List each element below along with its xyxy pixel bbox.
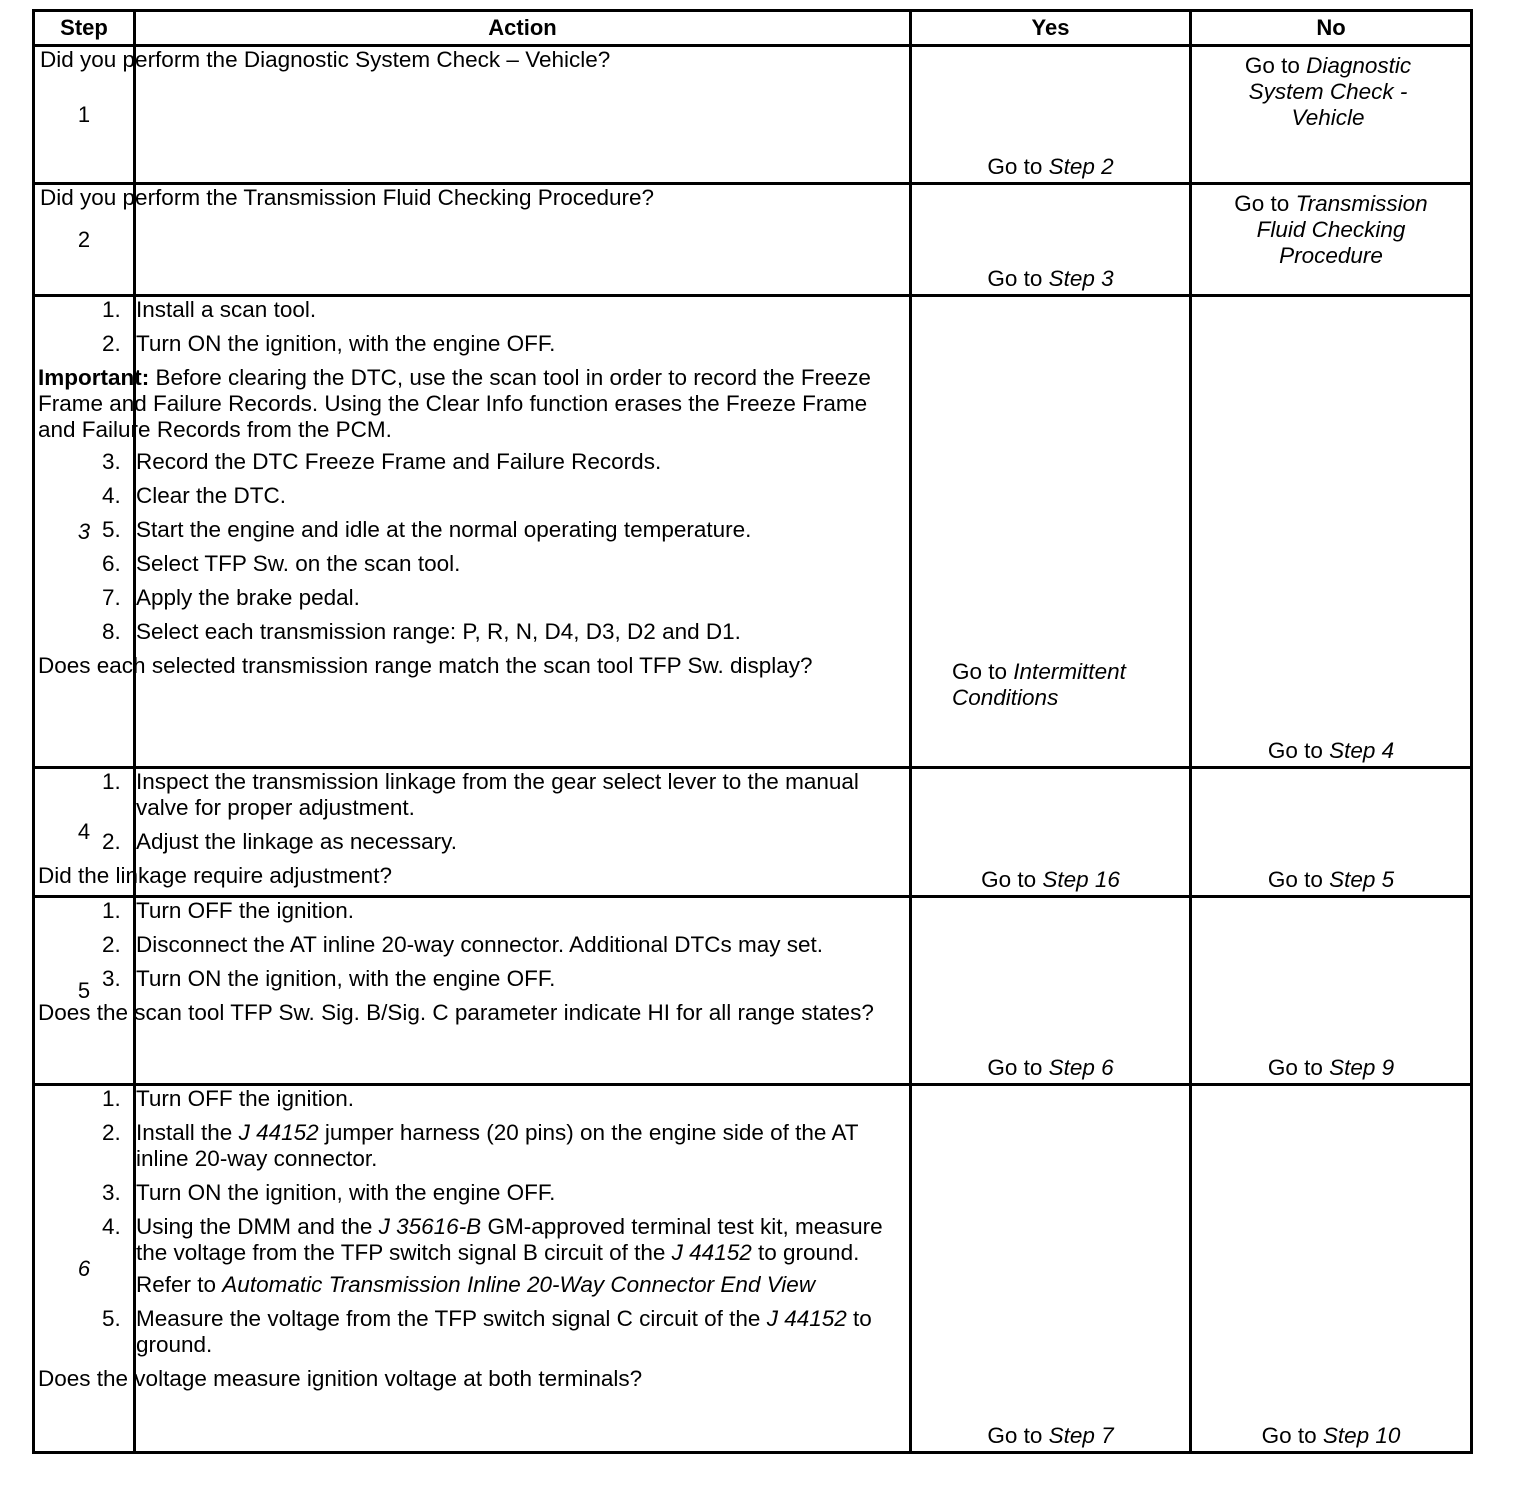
action-cell (40, 184, 911, 296)
item-number: 2. (102, 331, 121, 356)
no-action[interactable] (1192, 185, 1470, 269)
important-note (38, 365, 909, 443)
step-number: 5 (34, 897, 135, 1085)
no-cell (1191, 296, 1472, 768)
item-text: to ground. (136, 1306, 872, 1357)
yes-action[interactable] (912, 1423, 1189, 1449)
tool-reference: J 44152 (671, 1240, 752, 1265)
item-text: Select each transmission range: P, R, N, D4, D3, D2 and D1. (136, 619, 741, 644)
item-text: to ground. (751, 1240, 860, 1265)
item-number: 4. (102, 1214, 121, 1239)
go-to-text: Go to (987, 154, 1049, 179)
item-number: 5. (102, 1306, 121, 1331)
procedure-link[interactable]: Intermittent Conditions (952, 659, 1126, 710)
diagnostic-table (32, 9, 1473, 1454)
item-text: Install a scan tool. (136, 297, 317, 322)
item-text: Apply the brake pedal. (136, 585, 360, 610)
step-link[interactable]: Step 7 (1048, 1423, 1114, 1448)
item-text: Install the (136, 1120, 239, 1145)
step-link[interactable]: Step 2 (1048, 154, 1114, 179)
go-to-text: Go to (1234, 191, 1296, 216)
go-to-text: Go to (952, 659, 1014, 684)
list-item (78, 331, 909, 357)
question-text: Does the voltage measure ignition voltage at both terminals? (38, 1366, 643, 1391)
item-number: 1. (102, 898, 121, 923)
header-yes: Yes (911, 11, 1191, 46)
item-number: 4. (102, 483, 121, 508)
action-cell (38, 296, 911, 768)
yes-cell (911, 296, 1191, 768)
header-no: No (1191, 11, 1472, 46)
no-cell (1191, 184, 1472, 296)
list-item (78, 449, 909, 475)
list-item (78, 769, 909, 821)
item-number: 3. (102, 966, 121, 991)
action-cell (38, 897, 911, 1085)
instruction-list (102, 297, 909, 357)
go-to-text: Go to (1261, 1423, 1323, 1448)
no-action[interactable] (1192, 1055, 1470, 1081)
no-action[interactable] (1192, 47, 1470, 131)
item-text: Record the DTC Freeze Frame and Failure Records. (136, 449, 662, 474)
item-text: Turn ON the ignition, with the engine OFF. (136, 331, 556, 356)
table-row (34, 296, 1472, 768)
no-cell (1191, 1085, 1472, 1453)
action-cell (38, 1085, 911, 1453)
tool-reference: J 44152 (766, 1306, 847, 1331)
header-action: Action (135, 11, 911, 46)
yes-action[interactable] (912, 867, 1189, 893)
no-action[interactable] (1192, 1423, 1470, 1449)
yes-cell (911, 768, 1191, 897)
go-to-text: Go to (987, 1055, 1049, 1080)
item-text: Measure the voltage from the TFP switch signal C circuit of the (136, 1306, 767, 1331)
question-text: Did you perform the Transmission Fluid Checking Procedure? (40, 185, 655, 210)
item-number: 8. (102, 619, 121, 644)
instruction-list (102, 898, 909, 992)
item-text: jumper harness (20 pins) on the engine side of the AT inline 20-way connector. (136, 1120, 859, 1171)
step-link[interactable]: Step 4 (1329, 738, 1395, 763)
question-text: Does the scan tool TFP Sw. Sig. B/Sig. C parameter indicate HI for all range states? (38, 1000, 874, 1025)
table-row (34, 1085, 1472, 1453)
question-text: Does each selected transmission range match the scan tool TFP Sw. display? (38, 653, 813, 678)
list-item (78, 932, 909, 958)
item-number: 2. (102, 1120, 121, 1145)
yes-action[interactable] (912, 1055, 1189, 1081)
yes-action[interactable] (912, 154, 1189, 180)
list-item (78, 1120, 909, 1172)
step-link[interactable]: Step 6 (1048, 1055, 1114, 1080)
go-to-text: Go to (1267, 738, 1330, 763)
go-to-text: Go to (1267, 1055, 1330, 1080)
item-text: GM-approved terminal test kit, measure the voltage from the TFP switch signal B circuit of the (136, 1214, 883, 1265)
no-cell (1191, 46, 1472, 184)
item-number: 1. (102, 1086, 121, 1111)
item-number: 7. (102, 585, 121, 610)
item-text: Inspect the transmission linkage from the gear select lever to the manual valve for proper adjustment. (136, 769, 859, 820)
step-link[interactable]: Step 16 (1042, 867, 1120, 892)
item-number: 2. (102, 932, 121, 957)
list-item (78, 1180, 909, 1206)
table-row (34, 46, 1472, 184)
list-item (78, 966, 909, 992)
list-item (78, 517, 909, 543)
action-cell (40, 46, 911, 184)
connector-view-link[interactable]: Automatic Transmission Inline 20-Way Connector End View (222, 1272, 816, 1297)
yes-cell (911, 1085, 1191, 1453)
item-number: 1. (102, 769, 121, 794)
item-text: Turn OFF the ignition. (136, 898, 355, 923)
item-text: Clear the DTC. (136, 483, 287, 508)
tool-reference: J 35616-B (378, 1214, 482, 1239)
table-row (34, 897, 1472, 1085)
table-row (34, 184, 1472, 296)
action-cell (38, 768, 911, 897)
table-row (34, 768, 1472, 897)
item-text: Start the engine and idle at the normal operating temperature. (136, 517, 752, 542)
yes-cell (911, 184, 1191, 296)
item-number: 3. (102, 449, 121, 474)
question-text: Did you perform the Diagnostic System Check – Vehicle? (40, 47, 611, 72)
yes-cell (911, 897, 1191, 1085)
item-text: Disconnect the AT inline 20-way connector. Additional DTCs may set. (136, 932, 824, 957)
yes-action[interactable] (912, 266, 1189, 292)
item-text: Select TFP Sw. on the scan tool. (136, 551, 461, 576)
refer-text: Refer to (136, 1272, 223, 1297)
go-to-text: Go to (1244, 53, 1307, 78)
item-number: 5. (102, 517, 121, 542)
item-text: Turn OFF the ignition. (136, 1086, 355, 1111)
list-item (78, 619, 909, 645)
go-to-text: Go to (987, 266, 1049, 291)
step-number: 4 (34, 768, 135, 897)
no-action[interactable] (1192, 738, 1470, 764)
yes-action[interactable] (912, 659, 1189, 711)
list-item (78, 1086, 909, 1112)
no-action[interactable] (1192, 867, 1470, 893)
step-number: 6 (34, 1085, 135, 1453)
step-number: 1 (34, 46, 135, 184)
question-text: Did the linkage require adjustment? (38, 863, 392, 888)
list-item (78, 1214, 909, 1298)
procedure-link[interactable]: Transmission Fluid Checking Procedure (1256, 191, 1428, 268)
list-item (78, 297, 909, 323)
instruction-list (102, 1086, 909, 1358)
important-text: Before clearing the DTC, use the scan tool in order to record the Freeze Frame and Failure Records. Using the Clear Info function erases the Freeze Frame and Failure Records from the PCM. (38, 365, 871, 442)
item-number: 1. (102, 297, 121, 322)
list-item (78, 551, 909, 577)
procedure-link[interactable]: Diagnostic System Check - Vehicle (1248, 53, 1412, 130)
tool-reference: J 44152 (238, 1120, 319, 1145)
no-cell (1191, 768, 1472, 897)
list-item (78, 829, 909, 855)
item-number: 6. (102, 551, 121, 576)
item-text: Turn ON the ignition, with the engine OFF. (136, 966, 556, 991)
go-to-text: Go to (1267, 867, 1330, 892)
important-label: Important: (38, 365, 150, 390)
no-cell (1191, 897, 1472, 1085)
step-link[interactable]: Step 9 (1329, 1055, 1395, 1080)
step-link[interactable]: Step 3 (1048, 266, 1114, 291)
item-text: Using the DMM and the (136, 1214, 379, 1239)
list-item (78, 898, 909, 924)
item-number: 2. (102, 829, 121, 854)
go-to-text: Go to (981, 867, 1043, 892)
list-item (78, 585, 909, 611)
step-link[interactable]: Step 5 (1329, 867, 1395, 892)
refer-note (136, 1272, 909, 1298)
item-text: Turn ON the ignition, with the engine OFF. (136, 1180, 556, 1205)
instruction-list (102, 449, 909, 645)
list-item (78, 1306, 909, 1358)
item-number: 3. (102, 1180, 121, 1205)
instruction-list (102, 769, 909, 855)
yes-cell (911, 46, 1191, 184)
header-step: Step (34, 11, 135, 46)
item-text: Adjust the linkage as necessary. (136, 829, 458, 854)
header-row (34, 11, 1472, 46)
go-to-text: Go to (987, 1423, 1049, 1448)
list-item (78, 483, 909, 509)
step-number: 2 (34, 184, 135, 296)
step-link[interactable]: Step 10 (1322, 1423, 1401, 1448)
step-number: 3 (34, 296, 135, 768)
